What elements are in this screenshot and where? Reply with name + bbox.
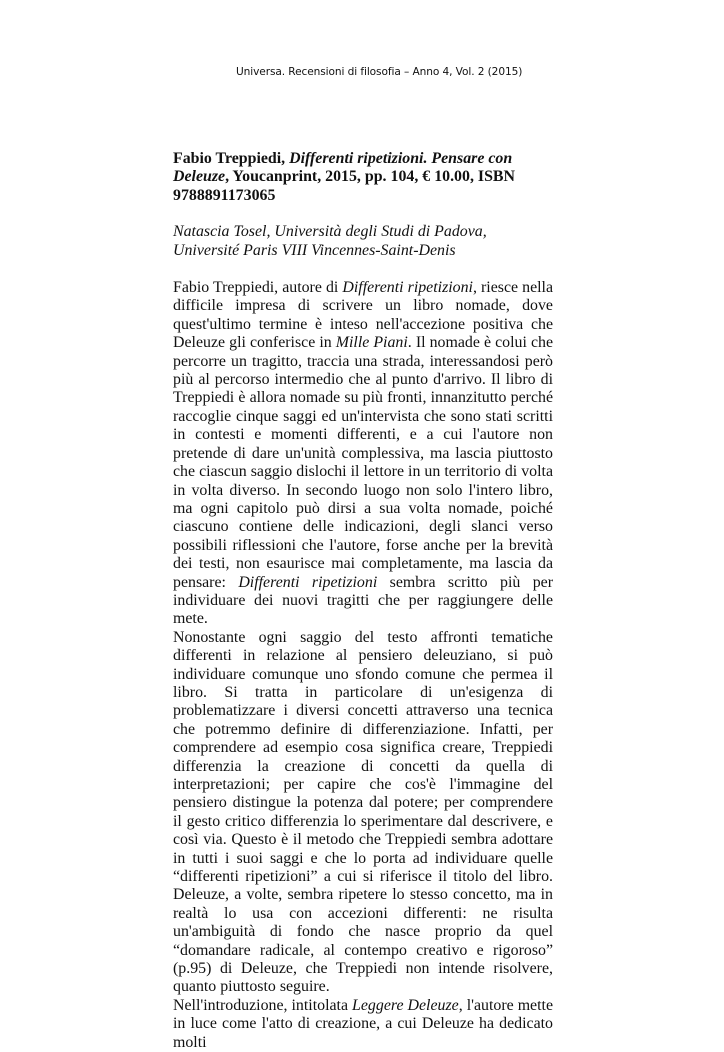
review-title <box>173 150 553 205</box>
title-book: Differenti ripetizioni. Pensare con Deleuze <box>173 150 513 186</box>
p1-book-title: Differenti ripetizioni <box>342 279 473 297</box>
p3-text-a: Nell'introduzione, intitolata <box>173 996 353 1014</box>
p1-text-e: . Il nomade è colui che percorre un tragitto, traccia una strada, interessandosi però più al percorso intermedio che al punto d'arrivo. Il libro di Treppiedi è allora nomade su più fronti, innanzitutto perché raccoglie cinque saggi ed un'intervista che sono stati scritti in contesti e momenti differenti, e a cui l'autore non pretende di dare un'unità complessiva, ma lascia piuttosto che ciascun saggio dislochi il lettore in un territorio di volta in volta diverso. In secondo luogo non solo l'intero libro, ma ogni capitolo può dirsi a sua volta nomade, poiché ciascuno contiene delle indicazioni, degli slanci verso possibili riflessioni che l'autore, forse anche per la brevità dei testi, non esaurisce mai completamente, ma lascia da pensare: <box>173 334 554 591</box>
journal-header: Universa. Recensioni di filosofia – Anno 4, Vol. 2 (2015) <box>236 66 523 78</box>
p1-mille-piani: Mille Piani <box>335 334 408 352</box>
review-content <box>173 150 553 1052</box>
title-author: Fabio Treppiedi, <box>173 150 290 167</box>
p1-text-g: sembra scritto più per individuare dei nuovi tragitti che per raggiungere delle mete. <box>173 573 553 628</box>
paragraph-2: Nonostante ogni saggio del testo affronti tematiche differenti in relazione al pensiero deleuziano, si può individuare comunque uno sfondo comune che permea il libro. Si tratta in particolare di un'esigenza di problematizzare i diversi concetti attraverso una tecnica che potremmo definire di differenziazione. Infatti, per comprendere ad esempio cosa significa creare, Treppiedi differenzia la creazione di concetti da quella di interpretazioni; per capire che cos'è l'immagine del pensiero distingue la potenza dal potere; per comprendere il gesto critico differenzia lo sperimentare dal descrivere, e così via. Questo è il metodo che Treppiedi sembra adottare in tutti i suoi saggi e che lo porta ad individuare quelle “differenti ripetizioni” a cui si riferisce il titolo del libro. Deleuze, a volte, sembra ripetere lo stesso concetto, ma in realtà lo usa con accezioni differenti: ne risulta un'ambiguità di fondo che nasce proprio da quel “domandare radicale, al contempo creativo e rigoroso” (p.95) di Deleuze, che Treppiedi non intende risolvere, quanto piuttosto seguire. <box>173 628 553 996</box>
reviewer-affiliation: Natascia Tosel, Università degli Studi di Padova, Université Paris VIII Vincennes-Saint-Denis <box>173 223 487 259</box>
review-body <box>173 279 553 1052</box>
p3-text-c: , l'autore mette in luce come l'atto di creazione, a cui Deleuze ha dedicato molti <box>173 996 553 1051</box>
p1-book-title-2: Differenti ripetizioni <box>238 573 378 591</box>
p3-leggere-deleuze: Leggere Deleuze <box>352 996 459 1014</box>
paragraph-3 <box>173 997 553 1052</box>
paragraph-1 <box>173 279 553 629</box>
p1-text-c: , riesce nella difficile impresa di scrivere un libro nomade, dove quest'ultimo termine è inteso nell'accezione positiva che Deleuze gli conferisce in <box>173 279 553 352</box>
p1-text-a: Fabio Treppiedi, autore di <box>173 279 343 297</box>
title-details: , Youcanprint, 2015, pp. 104, € 10.00, ISBN 9788891173065 <box>173 168 515 204</box>
